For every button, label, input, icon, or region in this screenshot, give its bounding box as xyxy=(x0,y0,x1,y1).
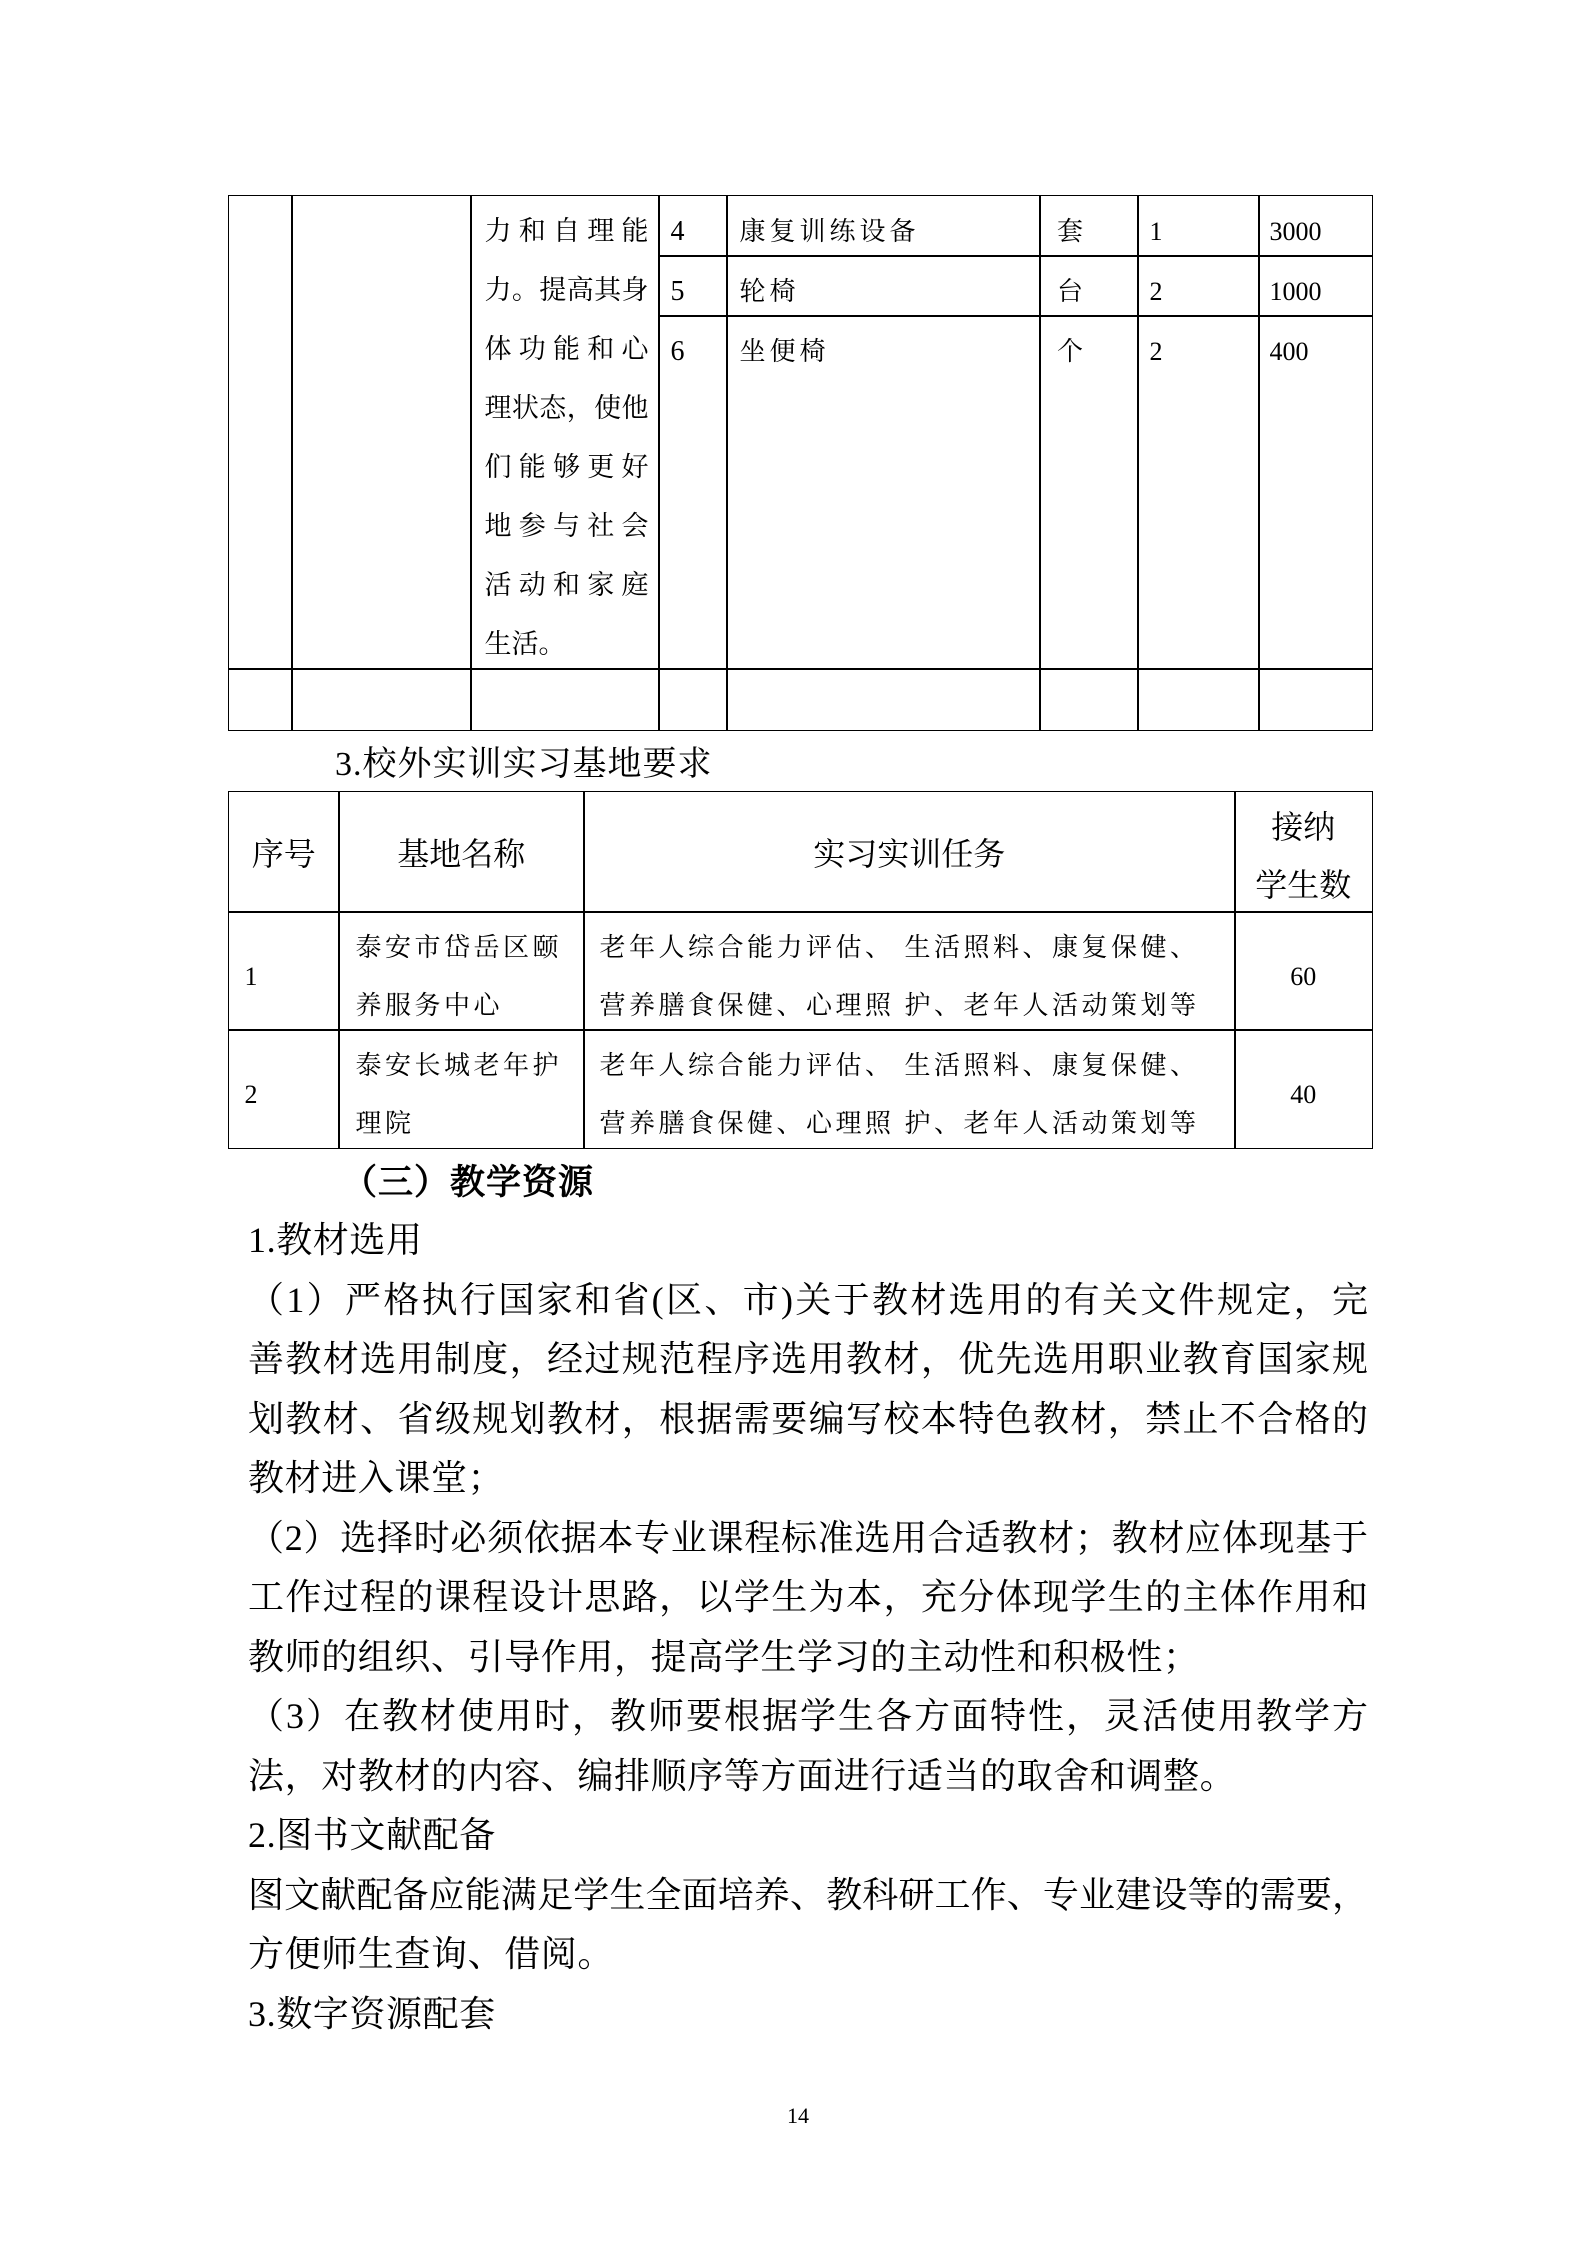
paragraph-line: 教师的组织、引导作用，提高学生学习的主动性和积极性； xyxy=(248,1636,1200,1677)
item-price: 3000 xyxy=(1269,217,1322,246)
task-text xyxy=(600,919,1200,1035)
table-cell-empty xyxy=(1137,668,1260,731)
description-line: 生活。 xyxy=(484,629,566,659)
table-cell xyxy=(1039,315,1139,670)
paragraph-line: 划教材、省级规划教材，根据需要编写校本特色教材，禁止不合格的 xyxy=(248,1398,1368,1439)
table-cell xyxy=(1258,255,1373,317)
table-cell xyxy=(1039,255,1139,317)
description-line: 体功能和心 xyxy=(484,334,649,364)
table-cell xyxy=(658,315,728,670)
offcampus-heading: 3.校外实训实习基地要求 xyxy=(335,746,713,783)
table-header-cell xyxy=(338,791,585,913)
description-line: 理状态，使他 xyxy=(484,393,649,423)
table-header-cell xyxy=(228,791,340,913)
table-cell xyxy=(1234,1029,1373,1149)
page-number: 14 xyxy=(787,2103,809,2128)
item-name: 坐便椅 xyxy=(739,337,830,366)
capacity-value: 60 xyxy=(1290,961,1317,991)
paragraph-line: 法，对教材的内容、编排顺序等方面进行适当的取舍和调整。 xyxy=(248,1755,1237,1796)
description-cell xyxy=(470,195,660,670)
base-name xyxy=(356,919,563,1035)
table-cell xyxy=(1234,911,1373,1031)
table-cell xyxy=(1137,315,1260,670)
table-cell xyxy=(726,255,1041,317)
table-cell xyxy=(583,911,1236,1031)
description-text xyxy=(485,202,649,674)
item-price: 1000 xyxy=(1269,277,1322,306)
table-cell xyxy=(726,315,1041,670)
paragraph-line: 图文献配备应能满足学生全面培养、教科研工作、专业建设等的需要， xyxy=(248,1874,1368,1915)
task-line: 老年人综合能力评估、 生活照料、康复保健、 xyxy=(599,1050,1200,1080)
table-cell-empty xyxy=(1039,668,1139,731)
description-line: 活动和家庭 xyxy=(484,570,649,600)
item-price: 400 xyxy=(1269,337,1309,366)
header-capacity xyxy=(1235,798,1372,914)
subheading-textbook: 1.教材选用 xyxy=(248,1220,423,1260)
table-cell xyxy=(228,1029,340,1149)
base-name-line: 理院 xyxy=(355,1108,415,1138)
header-capacity-line: 学生数 xyxy=(1255,866,1352,903)
item-name: 轮椅 xyxy=(739,277,800,306)
paragraph-line: （3）在教材使用时，教师要根据学生各方面特性，灵活使用教学方 xyxy=(248,1696,1368,1736)
table-cell-empty xyxy=(228,195,293,670)
item-number: 4 xyxy=(670,216,685,247)
table-cell-empty xyxy=(291,195,472,670)
base-name xyxy=(356,1037,563,1153)
item-number: 5 xyxy=(670,276,685,307)
capacity-value: 40 xyxy=(1290,1079,1317,1109)
item-unit: 台 xyxy=(1057,277,1088,306)
description-line: 们能够更好 xyxy=(484,452,649,482)
paragraph-line: 工作过程的课程设计思路，以学生为本，充分体现学生的主体作用和 xyxy=(248,1577,1368,1617)
header-number: 序号 xyxy=(251,835,316,872)
table-cell-empty xyxy=(470,668,660,731)
item-quantity: 1 xyxy=(1149,217,1163,246)
table-cell xyxy=(1258,315,1373,670)
table-cell xyxy=(1258,195,1373,257)
task-line: 营养膳食保健、心理照 护、老年人活动策划等 xyxy=(599,990,1200,1020)
table-header-cell xyxy=(583,791,1236,913)
paragraph-line: 方便师生查询、借阅。 xyxy=(248,1934,615,1974)
table-cell xyxy=(338,911,585,1031)
item-unit: 套 xyxy=(1057,217,1088,246)
table-cell xyxy=(338,1029,585,1149)
table-cell xyxy=(583,1029,1236,1149)
table-cell xyxy=(658,255,728,317)
paragraph-line: 教材进入课堂； xyxy=(248,1458,505,1498)
base-name-line: 泰安市岱岳区颐 xyxy=(355,932,563,962)
table-cell-empty xyxy=(1258,668,1373,731)
table-cell xyxy=(726,195,1041,257)
table-cell-empty xyxy=(291,668,472,731)
internship-table xyxy=(228,791,1373,1149)
equipment-table xyxy=(228,195,1373,731)
table-cell xyxy=(658,195,728,257)
description-line: 力。提高其身 xyxy=(484,275,649,305)
header-capacity-line: 接纳 xyxy=(1271,808,1336,845)
table-cell-empty xyxy=(726,668,1041,731)
table-cell-empty xyxy=(658,668,728,731)
item-unit: 个 xyxy=(1057,337,1088,366)
header-tasks: 实习实训任务 xyxy=(813,835,1006,872)
task-text xyxy=(600,1037,1200,1153)
item-name: 康复训练设备 xyxy=(739,217,920,246)
paragraph-line: 善教材选用制度，经过规范程序选用教材，优先选用职业教育国家规 xyxy=(248,1339,1368,1379)
header-base-name: 基地名称 xyxy=(397,835,526,872)
section-heading: （三）教学资源 xyxy=(342,1163,595,1202)
item-quantity: 2 xyxy=(1149,277,1163,306)
table-cell xyxy=(1039,195,1139,257)
item-quantity: 2 xyxy=(1149,337,1163,366)
row-number: 1 xyxy=(244,961,258,991)
table-cell-empty xyxy=(228,668,293,731)
task-line: 营养膳食保健、心理照 护、老年人活动策划等 xyxy=(599,1108,1200,1138)
table-cell xyxy=(228,911,340,1031)
task-line: 老年人综合能力评估、 生活照料、康复保健、 xyxy=(599,932,1200,962)
subheading-digital-resources: 3.数字资源配套 xyxy=(248,1993,496,2034)
subheading-library: 2.图书文献配备 xyxy=(248,1815,496,1855)
row-number: 2 xyxy=(244,1079,258,1109)
base-name-line: 养服务中心 xyxy=(355,990,504,1020)
paragraph-line: （2）选择时必须依据本专业课程标准选用合适教材；教材应体现基于 xyxy=(248,1517,1368,1558)
description-line: 力和自理能 xyxy=(484,216,649,246)
description-line: 地参与社会 xyxy=(484,511,649,541)
item-number: 6 xyxy=(670,336,685,367)
table-cell xyxy=(1137,255,1260,317)
table-header-cell xyxy=(1234,791,1373,913)
table-cell xyxy=(1137,195,1260,257)
base-name-line: 泰安长城老年护 xyxy=(355,1050,563,1080)
body-text xyxy=(248,1211,1368,2044)
paragraph-line: （1）严格执行国家和省(区、市)关于教材选用的有关文件规定，完 xyxy=(248,1279,1368,1320)
